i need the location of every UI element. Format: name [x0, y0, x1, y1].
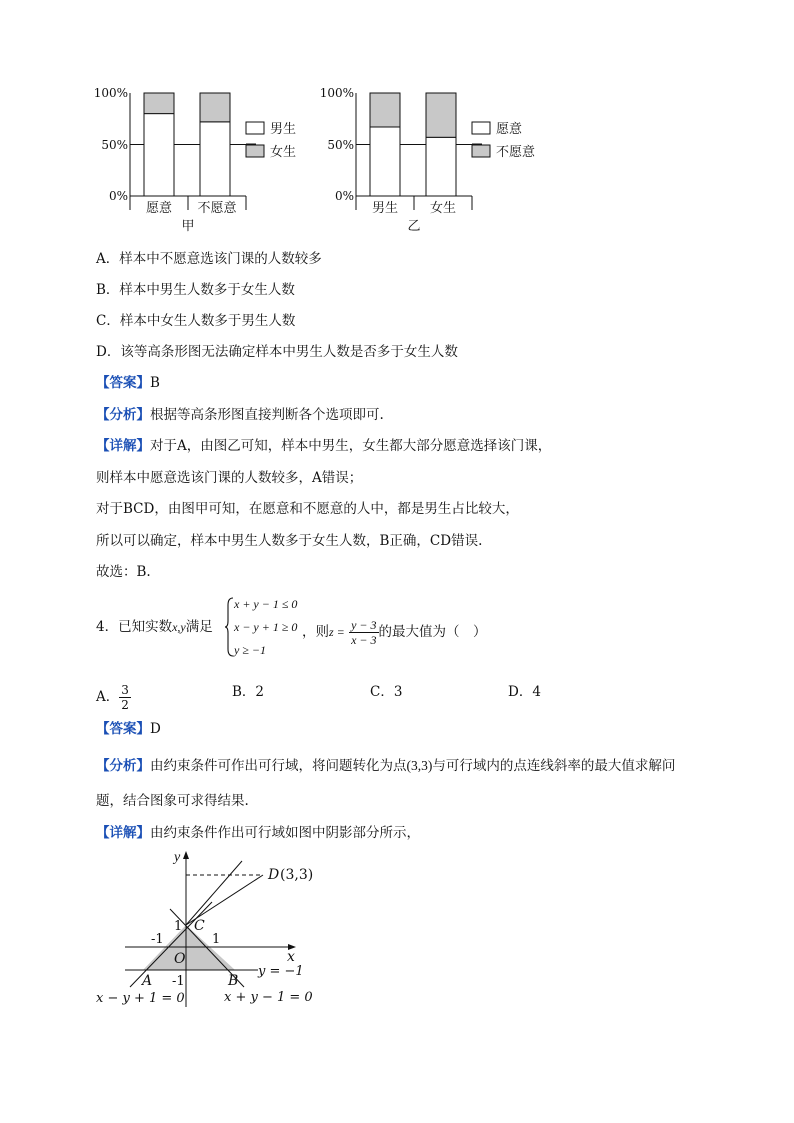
q4-suffix: 的最大值为（ ） [378, 624, 487, 640]
chart2-legend-swatch-1 [472, 145, 490, 157]
q3-option-d: D．该等高条形图无法确定样本中男生人数是否多于女生人数 [96, 344, 458, 360]
q4-z-num: y − 3 [351, 618, 377, 632]
q3-analysis-tag: 【分析】 [96, 407, 150, 423]
q4-option-a-label: A． [96, 689, 120, 705]
chart1-xlabel-0: 愿意 [145, 201, 173, 216]
chart2-legend-label-1: 不愿意 [496, 145, 536, 160]
q4-constraint-3: y ≥ −1 [234, 643, 267, 657]
q3-answer [96, 374, 160, 392]
chart2-bar-1-0 [426, 137, 456, 196]
graph-x-label: x [287, 949, 295, 965]
q4-detail-tag: 【详解】 [96, 825, 150, 841]
chart2-legend-label-0: 愿意 [496, 122, 523, 137]
q4-analysis-1a: 由约束条件可作出可行域，将问题转化为点 [150, 758, 407, 774]
q4-analysis-tag: 【分析】 [96, 758, 150, 774]
graph-label-a: A [142, 973, 153, 989]
graph-label-c: C [194, 918, 205, 934]
q3-detail-2: 则样本中愿意选该门课的人数较多，A错误； [96, 470, 363, 486]
graph-line2-label: x + y − 1 = 0 [224, 990, 313, 1005]
chart2-ytick-100: 100% [319, 86, 354, 100]
q4-option-d: D．4 [508, 684, 541, 700]
graph-line-y-label: y = −1 [258, 964, 304, 979]
q3-analysis-text: 根据等高条形图直接判断各个选项即可. [150, 407, 384, 423]
chart1-caption: 甲 [181, 219, 195, 234]
q3-answer-value: B [150, 375, 160, 391]
graph-y-label: y [174, 850, 181, 865]
q4-option-a-fraction [119, 683, 131, 712]
chart1-legend-label-0: 男生 [270, 122, 297, 137]
chart1-xlabel-1: 不愿意 [197, 201, 237, 216]
q4-option-a-num: 3 [121, 683, 129, 697]
chart2-xlabel-1: 女生 [429, 201, 457, 216]
q4-option-a [96, 683, 131, 712]
q3-option-a: A．样本中不愿意选该门课的人数较多 [96, 251, 322, 267]
q3-detail-5: 故选：B. [96, 564, 151, 580]
q4-prefix-text: 4．已知实数 [96, 619, 173, 635]
chart2-xlabel-0: 男生 [371, 201, 399, 216]
q4-option-b: B．2 [232, 684, 265, 700]
q3-detail-tag: 【详解】 [96, 438, 150, 454]
q3-detail-1 [96, 437, 551, 455]
q4-analysis-2: 题，结合图象可求得结果. [96, 793, 249, 809]
chart1-bar-1-1 [200, 93, 230, 122]
graph-line1-label: x − y + 1 = 0 [96, 991, 185, 1006]
graph-label-b: B [228, 973, 239, 989]
graph-label-d-coord: (3,3) [280, 867, 314, 883]
chart1-bar-0-0 [144, 114, 174, 196]
chart1-ytick-100: 100% [93, 86, 128, 100]
q4-satisfy: 满足 [185, 619, 213, 635]
q4-brace [224, 597, 234, 657]
chart1-ytick-50: 50% [101, 138, 128, 152]
q3-option-b: B．样本中男生人数多于女生人数 [96, 282, 295, 298]
graph-label-neg1-y: -1 [172, 974, 185, 989]
q3-option-c: C．样本中女生人数多于男生人数 [96, 313, 296, 329]
graph-label-d: D [268, 867, 280, 883]
q4-vars: x,y [172, 620, 186, 634]
chart1-bar-0-1 [144, 93, 174, 114]
chart1-legend-label-1: 女生 [270, 145, 297, 160]
q3-detail-3: 对于BCD，由图甲可知，在愿意和不愿意的人中，都是男生占比较大， [96, 501, 519, 517]
q4-detail [96, 824, 420, 842]
chart-jia [90, 82, 320, 237]
chart2-ytick-0: 0% [334, 189, 354, 203]
q4-analysis-point: (3,3) [406, 758, 433, 773]
q4-answer [96, 720, 161, 738]
q4-detail-text: 由约束条件作出可行域如图中阴影部分所示， [150, 825, 420, 841]
chart2-caption: 乙 [407, 219, 421, 234]
q4-analysis-1b: 与可行域内的点连线斜率的最大值求解问 [432, 758, 676, 774]
q4-option-c: C．3 [370, 684, 403, 700]
q4-then: ，则 [302, 624, 329, 640]
graph-label-1-y: 1 [174, 919, 183, 934]
feasible-region-graph [90, 845, 320, 1015]
q4-answer-tag: 【答案】 [96, 721, 150, 737]
q4-z-lhs: z = [329, 625, 345, 639]
q3-answer-tag: 【答案】 [96, 375, 150, 391]
chart1-legend-swatch-0 [246, 122, 264, 134]
chart1-bar-1-0 [200, 122, 230, 196]
chart2-legend-swatch-0 [472, 122, 490, 134]
q4-z-den: x − 3 [351, 633, 377, 647]
chart-yi [316, 82, 556, 237]
q3-detail-1-text: 对于A，由图乙可知，样本中男生，女生都大部分愿意选择该门课， [150, 438, 552, 454]
chart2-bar-1-1 [426, 93, 456, 137]
chart2-ytick-50: 50% [327, 138, 354, 152]
chart2-bar-0-1 [370, 93, 400, 127]
chart1-legend-swatch-1 [246, 145, 264, 157]
graph-label-o: O [174, 951, 186, 967]
graph-label-1-x: 1 [212, 932, 221, 947]
q4-tail [302, 618, 487, 647]
q4-answer-value: D [150, 721, 161, 737]
q4-constraint-1: x + y − 1 ≤ 0 [234, 597, 298, 611]
graph-label-neg1-x: -1 [151, 932, 164, 947]
q4-analysis-1 [96, 757, 675, 775]
q4-constraint-2: x − y + 1 ≥ 0 [234, 620, 298, 634]
chart1-ytick-0: 0% [108, 189, 128, 203]
chart2-bar-0-0 [370, 127, 400, 196]
q3-analysis [96, 406, 384, 424]
q4-prefix [96, 618, 213, 636]
q3-detail-4: 所以可以确定，样本中男生人数多于女生人数，B正确，CD错误. [96, 533, 483, 549]
q4-option-a-den: 2 [121, 698, 129, 712]
q4-z-fraction [349, 618, 378, 647]
